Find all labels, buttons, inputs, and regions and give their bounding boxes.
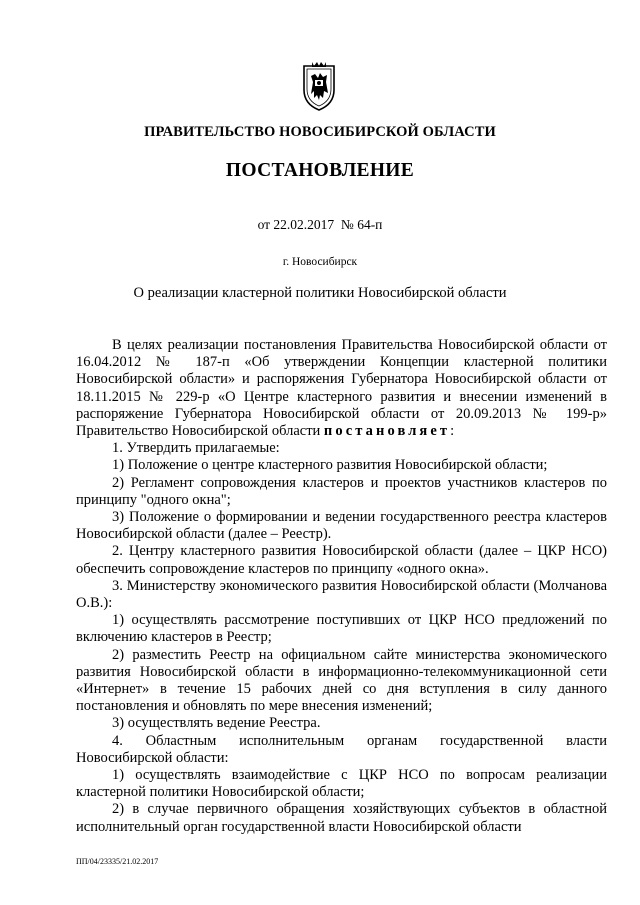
paragraph: 1) Положение о центре кластерного развития Новосибирской области; xyxy=(112,457,548,474)
coat-of-arms-emblem xyxy=(302,60,336,112)
preamble-paragraph xyxy=(76,337,607,440)
decree-word: постановляет xyxy=(323,423,451,440)
paragraph: 1. Утвердить прилагаемые: xyxy=(112,440,280,457)
preamble-text: В целях реализации постановления Правительства Новосибирской области от 16.04.2012 № 187-п «Об утверждении Концепции кластерной политики Новосибирской области» и распоряжения Губернатора Новосибирской области от 18.11.2015 № 229-р «О Центре кластерного развития и внесении изменений в распоряжение Губернатора Новосибирской области от 20.09.2013 № 199-р» Правительство Новосибирской области xyxy=(76,337,607,440)
paragraph: 3) Положение о формировании и ведении государственного реестра кластеров Новосибирской области (далее – Реестр). xyxy=(76,509,607,543)
paragraph: 2. Центру кластерного развития Новосибирской области (далее – ЦКР НСО) обеспечить сопровождение кластеров по принципу «одного окна». xyxy=(76,543,607,577)
date-prefix: от xyxy=(257,217,271,232)
document-date: 22.02.2017 xyxy=(273,217,335,232)
city: г. Новосибирск xyxy=(282,256,358,268)
document-type: ПОСТАНОВЛЕНИЕ xyxy=(225,160,415,181)
number-label: № xyxy=(340,217,354,232)
paragraph: 3) осуществлять ведение Реестра. xyxy=(112,715,321,732)
paragraph: 3. Министерству экономического развития Новосибирской области (Молчанова О.В.): xyxy=(76,577,607,612)
organization-title: ПРАВИТЕЛЬСТВО НОВОСИБИРСКОЙ ОБЛАСТИ xyxy=(144,124,496,140)
paragraph: 2) Регламент сопровождения кластеров и проектов участников кластеров по принципу "одного окна"; xyxy=(76,474,607,508)
document-body xyxy=(76,337,607,836)
paragraph: 2) в случае первичного обращения хозяйствующих субъектов в областной исполнительный орган государственной власти Новосибирской области xyxy=(76,801,607,835)
paragraph: 4. Областным исполнительным органам государственной власти Новосибирской области: xyxy=(76,732,607,766)
document-number: 64-п xyxy=(357,217,383,232)
footer-document-code: ПП/04/23335/21.02.2017 xyxy=(76,857,159,866)
paragraph: 2) разместить Реестр на официальном сайте министерства экономического развития Новосибирской области в информационно-телекоммуникационной сети «Интернет» в течение 15 рабочих дней со дня вступления в силу данного постановления и обновлять по мере внесения изменений; xyxy=(76,646,607,715)
decree-suffix: : xyxy=(450,423,455,440)
paragraph: 1) осуществлять взаимодействие с ЦКР НСО по вопросам реализации кластерной политики Новосибирской области; xyxy=(76,767,607,801)
paragraph: 1) осуществлять рассмотрение поступивших от ЦКР НСО предложений по включению кластеров в Реестр; xyxy=(76,612,607,646)
document-subject: О реализации кластерной политики Новосибирской области xyxy=(133,285,507,301)
date-number-line xyxy=(0,217,640,233)
